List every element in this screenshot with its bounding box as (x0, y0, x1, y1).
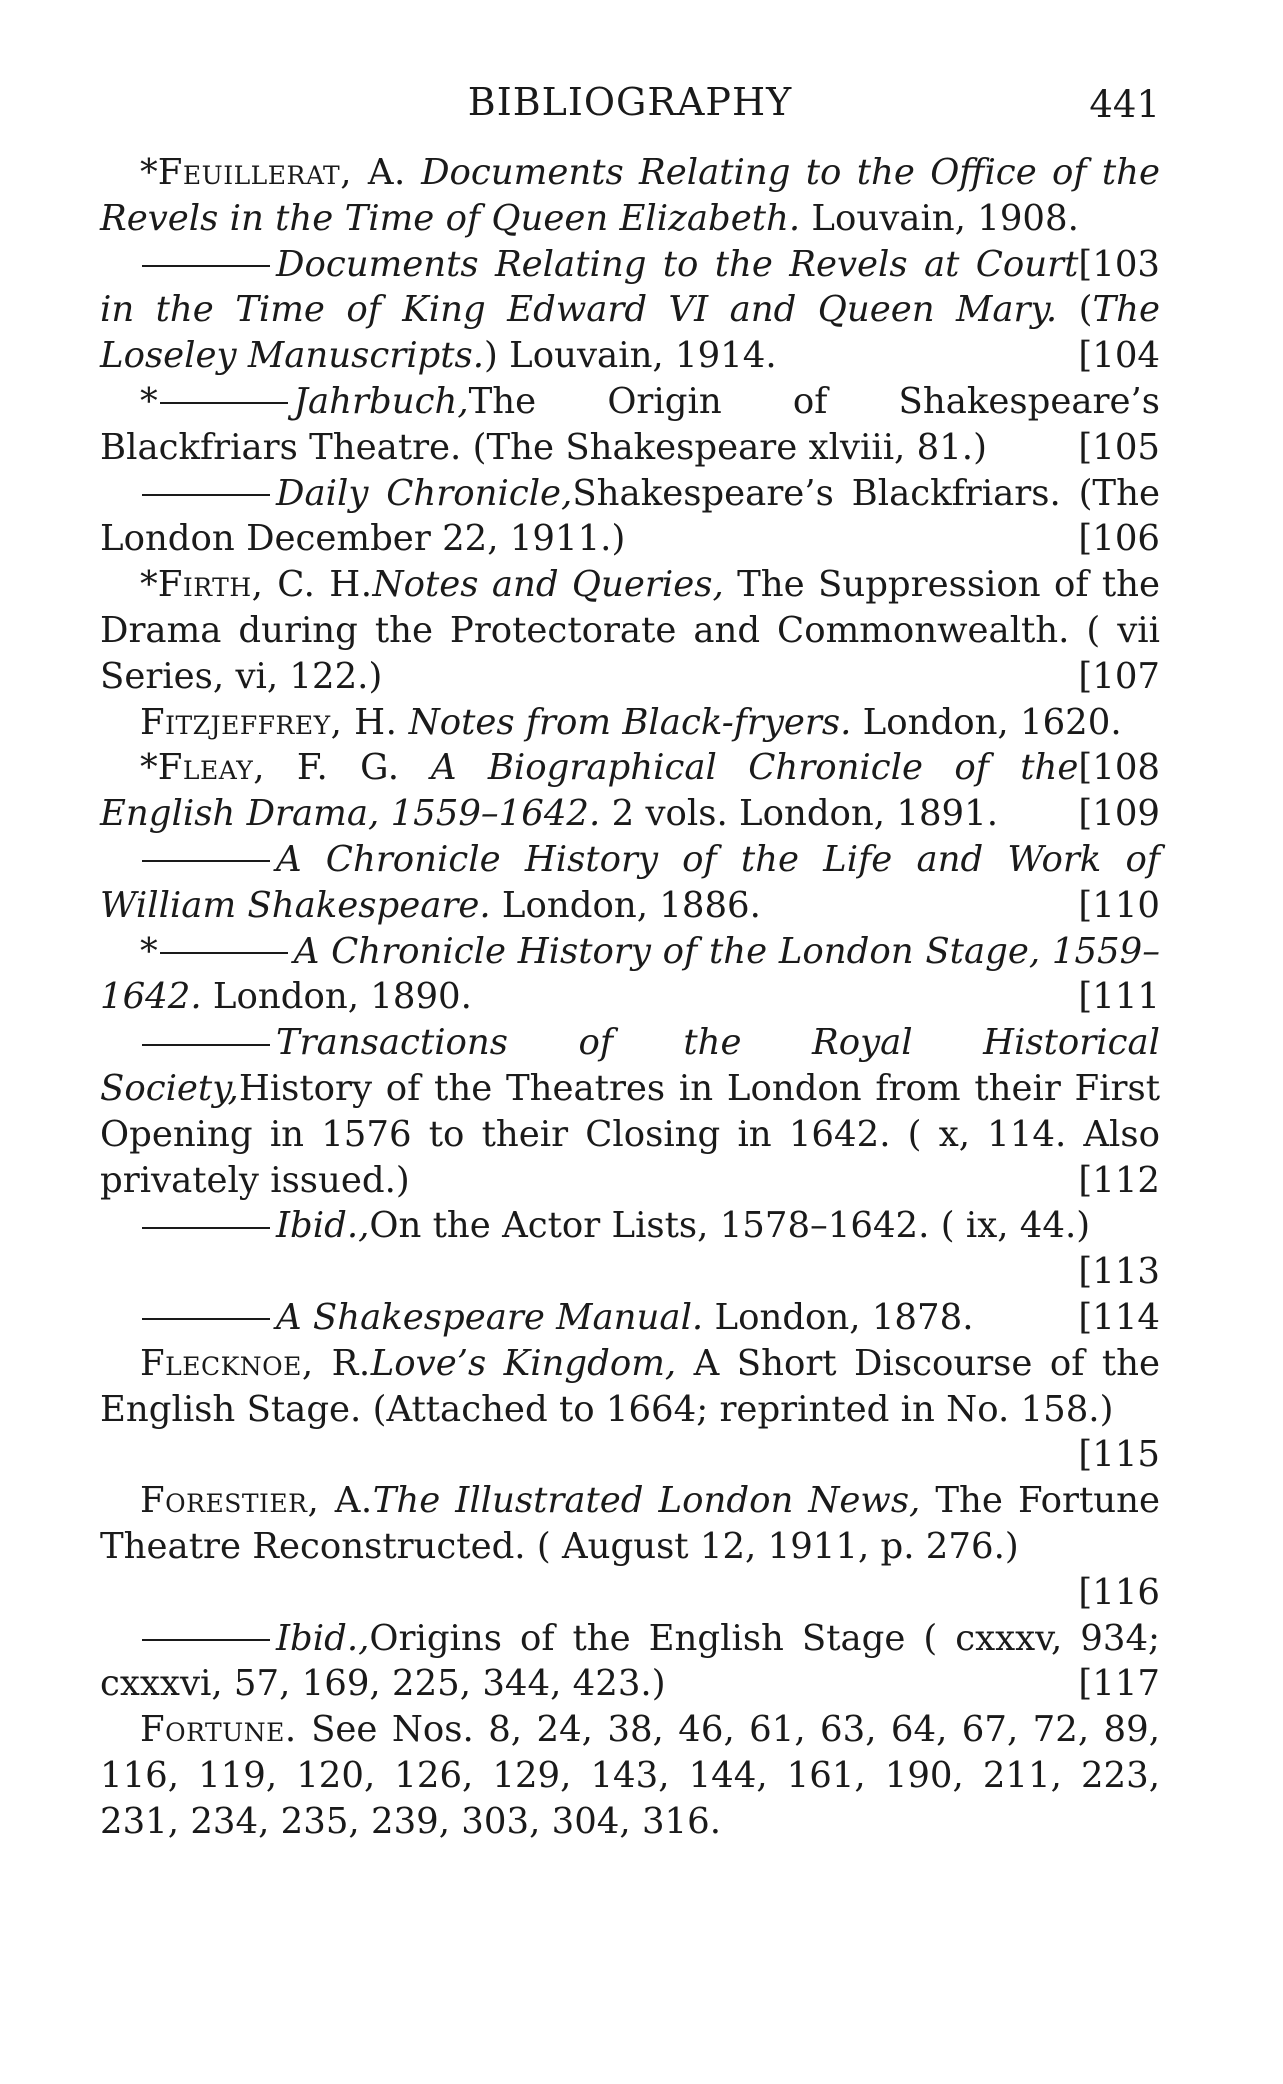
entry-title: Ibid., (276, 1617, 370, 1659)
bibliography-entry (100, 1020, 1160, 1203)
entry-title: Transactions of the Royal Historical Society, (100, 1022, 1160, 1109)
entry-text: August 12, 1911, p. 276.) (550, 1525, 1019, 1567)
entry-text: xlviii, 81.) (808, 426, 987, 468)
entry-text: On the Actor Lists, 1578–1642. ( (369, 1205, 955, 1247)
entry-star: * (140, 152, 158, 193)
entry-text: 1664; reprinted in No. 158.) (605, 1388, 1114, 1430)
entry-number: [105 (1078, 426, 1160, 468)
entry-author: Fitzjeffrey, H. (140, 701, 398, 743)
bibliography-entry (100, 1707, 1160, 1844)
ditto-rule (142, 1318, 270, 1320)
entry-title: A Chronicle History of the London Stage, 1559–1642. (100, 930, 1160, 1018)
entry-text: London, 1878. (703, 1296, 974, 1338)
entry-number: [108 (1078, 747, 1160, 789)
entry-text: History of the Theatres in London from their First Opening in 1576 to their Closing in 1642. ( (100, 1067, 1160, 1155)
entry-title: A Shakespeare Manual. (276, 1296, 704, 1338)
entry-text: ( (1057, 289, 1093, 331)
entry-author: Forestier, A. (140, 1480, 373, 1522)
entry-star: * (140, 930, 158, 972)
running-header (100, 80, 1160, 138)
entry-text: Louvain, 1908. (800, 197, 1079, 239)
entry-text: Origins of the English Stage ( (369, 1617, 938, 1659)
entry-title: Documents Relating to the Revels at Court in the Time of King Edward VI and Queen Mary. (100, 243, 1079, 331)
entry-title: A Biographical Chronicle of the English Drama, 1559–1642. (100, 747, 1079, 835)
entry-spacer (397, 702, 408, 743)
entry-text: ix, 44.) (954, 1205, 1091, 1247)
entry-number: [104 (1078, 335, 1160, 377)
entry-text: London, 1620. (851, 701, 1122, 743)
bibliography-entry (100, 1341, 1160, 1478)
entry-star: * (140, 747, 158, 789)
bibliography-entry (100, 562, 1160, 699)
entry-text: The Fortune Theatre Reconstructed. ( (100, 1480, 1160, 1567)
ditto-rule (142, 494, 270, 496)
bibliography-entry (100, 1295, 1160, 1341)
entry-title: Documents Relating to the Office of the Revels in the Time of Queen Elizabeth. (100, 152, 1160, 239)
entry-text: cxxxv, 934; cxxxvi, 57, 169, 225, 344, 423.) (100, 1617, 1160, 1705)
entry-text: A Short Discourse of the English Stage. (Attached to (100, 1342, 1160, 1430)
entry-author: Fleay, F. G. (157, 747, 400, 789)
entry-text: London, 1886. (490, 884, 761, 926)
entry-spacer (406, 152, 421, 193)
bibliography-entry (100, 150, 1160, 285)
entry-text: Shakespeare’s Blackfriars. (The London (100, 472, 1160, 560)
entry-text: 2 vols. London, 1891. (600, 793, 998, 835)
entry-number: [113 (1078, 1251, 1160, 1293)
bibliography-entry (100, 837, 1160, 929)
ditto-rule (142, 1639, 270, 1641)
ditto-rule (160, 952, 288, 954)
entry-number: [112 (1078, 1159, 1160, 1201)
entry-text: December 22, 1911.) (246, 518, 626, 560)
entry-number: [109 (1078, 793, 1160, 835)
bibliography-entry (100, 1478, 1160, 1615)
bibliography-entry (100, 1203, 1160, 1295)
entry-number: [117 (1078, 1663, 1160, 1705)
bibliography-entry (100, 242, 1160, 379)
bibliography-entry (100, 929, 1160, 1021)
page-number: 441 (1089, 83, 1160, 126)
entry-text: vii Series, vi, 122.) (100, 609, 1160, 697)
entry-number: [110 (1078, 884, 1160, 926)
page-title: BIBLIOGRAPHY (467, 80, 793, 124)
entry-title: Jahrbuch, (293, 380, 469, 422)
entry-number: [106 (1078, 518, 1160, 560)
bibliography-entry (100, 1616, 1160, 1708)
entry-title: Ibid., (276, 1205, 370, 1247)
entry-spacer (400, 747, 431, 788)
entry-title: Notes and Queries, (372, 564, 724, 606)
entry-author: Firth, C. H. (157, 564, 373, 606)
entry-text: x, 114. Also privately issued.) (100, 1113, 1160, 1201)
entry-text: ) Louvain, 1914. (484, 335, 777, 377)
entry-author: Flecknoe, R. (140, 1342, 371, 1384)
entry-title: The Illustrated London News, (372, 1480, 921, 1522)
entry-author: Fortune. (140, 1709, 297, 1751)
page (100, 80, 1160, 1844)
entry-number: [103 (1078, 243, 1160, 285)
entry-text: The Suppression of the Drama during the Protectorate and Commonwealth. ( (100, 564, 1160, 651)
entry-title: Daily Chronicle, (276, 472, 573, 514)
entry-star: * (140, 380, 158, 422)
bibliography-entry (100, 471, 1160, 563)
bibliography-entry (100, 745, 1160, 837)
entry-number: [111 (1078, 976, 1160, 1018)
bibliography-list (100, 150, 1160, 1844)
bibliography-entry (100, 379, 1160, 471)
ditto-rule (142, 1227, 270, 1229)
ditto-rule (142, 860, 270, 862)
entry-title: The Loseley Manuscripts. (100, 289, 1160, 377)
entry-text: See Nos. 8, 24, 38, 46, 61, 63, 64, 67, 72, 89, 116, 119, 120, 126, 129, 143, 144, 161, 190, 211, 223, 231, 234, 235, 239, 303, 304, 316. (100, 1709, 1160, 1842)
entry-title: Notes from Black-fryers. (408, 701, 852, 743)
entry-title: Love’s Kingdom, (370, 1342, 677, 1384)
ditto-rule (142, 1044, 270, 1046)
entry-number: [114 (1078, 1296, 1160, 1338)
entry-text: London, 1890. (201, 976, 472, 1018)
entry-star: * (140, 564, 158, 606)
entry-number: [115 (1078, 1434, 1160, 1476)
entry-number: [107 (1078, 655, 1160, 697)
entry-author: Feuillerat, A. (157, 152, 406, 193)
ditto-rule (142, 265, 270, 267)
entry-title: A Chronicle History of the Life and Work of William Shakespeare. (100, 838, 1160, 926)
ditto-rule (160, 402, 288, 404)
entry-text: The Origin of Shakespeare’s Blackfriars Theatre. (The Shakespeare (100, 380, 1160, 468)
entry-number: [116 (1078, 1571, 1160, 1613)
